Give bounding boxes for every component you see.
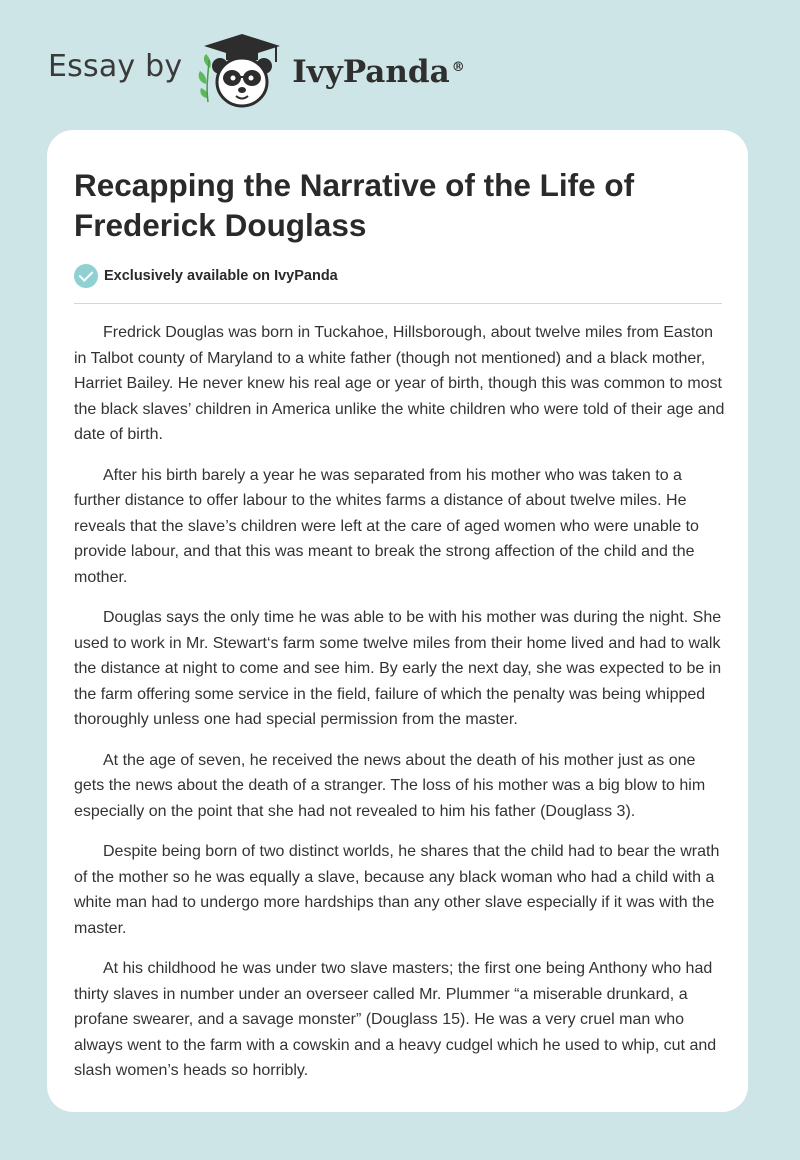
brand-name: IvyPanda ® bbox=[292, 54, 465, 90]
essay-card bbox=[47, 130, 748, 1112]
divider bbox=[74, 303, 722, 304]
exclusive-badge bbox=[74, 264, 338, 288]
exclusive-text: Exclusively available on IvyPanda bbox=[104, 268, 338, 284]
essay-paragraph: At the age of seven, he received the news about the death of his mother just as one gets the news about the death of a stranger. The loss of his mother was a big blow to him especially on the point that she had not revealed to him his father (Douglass 3). bbox=[74, 751, 706, 820]
essay-paragraph: Despite being born of two distinct worlds, he shares that the child had to bear the wrath of the mother so he was equally a slave, because any black woman who had a child with a white man had to undergo more hardships than any other slave especially if it was with the master. bbox=[74, 843, 720, 937]
essay-paragraph: Fredrick Douglas was born in Tuckahoe, Hillsborough, about twelve miles from Easton in Talbot county of Maryland to a white father (though not mentioned) and a black mother, Harriet Bailey. He never knew his real age or year of birth, though this was common to most the black slaves’ children in America unlike the white children who were told of their age and date of birth. bbox=[74, 324, 725, 443]
essay-title: Recapping the Narrative of the Life of Frederick Douglass bbox=[74, 167, 635, 243]
essay-paragraph: At his childhood he was under two slave masters; the first one being Anthony who had thirty slaves in number under an overseer called Mr. Plummer “a miserable drunkard, a profane swearer, and a savage monster” (Douglass 15). He was a very cruel man who always went to the farm with a cowskin and a heavy cudgel which he used to whip, cut and slash women’s heads so horribly. bbox=[74, 960, 717, 1079]
essay-paragraph: After his birth barely a year he was separated from his mother who was taken to a further distance to offer labour to the whites farms a distance of about twelve miles. He reveals that the slave’s children were left at the care of aged women who were unable to provide labour, and that this was meant to break the strong affection of the child and the mother. bbox=[74, 466, 699, 586]
essay-paragraph: Douglas says the only time he was able to be with his mother was during the night. She used to work in Mr. Stewart‘s farm some twelve miles from their home lived and had to walk the distance at night to come and see him. By early the next day, she was expected to be in the farm offering some service in the field, failure of which the penalty was being whipped thoroughly unless one had special permission from the master. bbox=[74, 609, 722, 728]
essay-body bbox=[74, 320, 726, 1099]
brand-header bbox=[48, 30, 465, 110]
panda-graduation-cap-logo[interactable] bbox=[196, 30, 288, 110]
check-circle-icon bbox=[74, 264, 98, 288]
registered-mark: ® bbox=[451, 59, 465, 75]
brand-prefix: Essay by bbox=[48, 48, 183, 84]
